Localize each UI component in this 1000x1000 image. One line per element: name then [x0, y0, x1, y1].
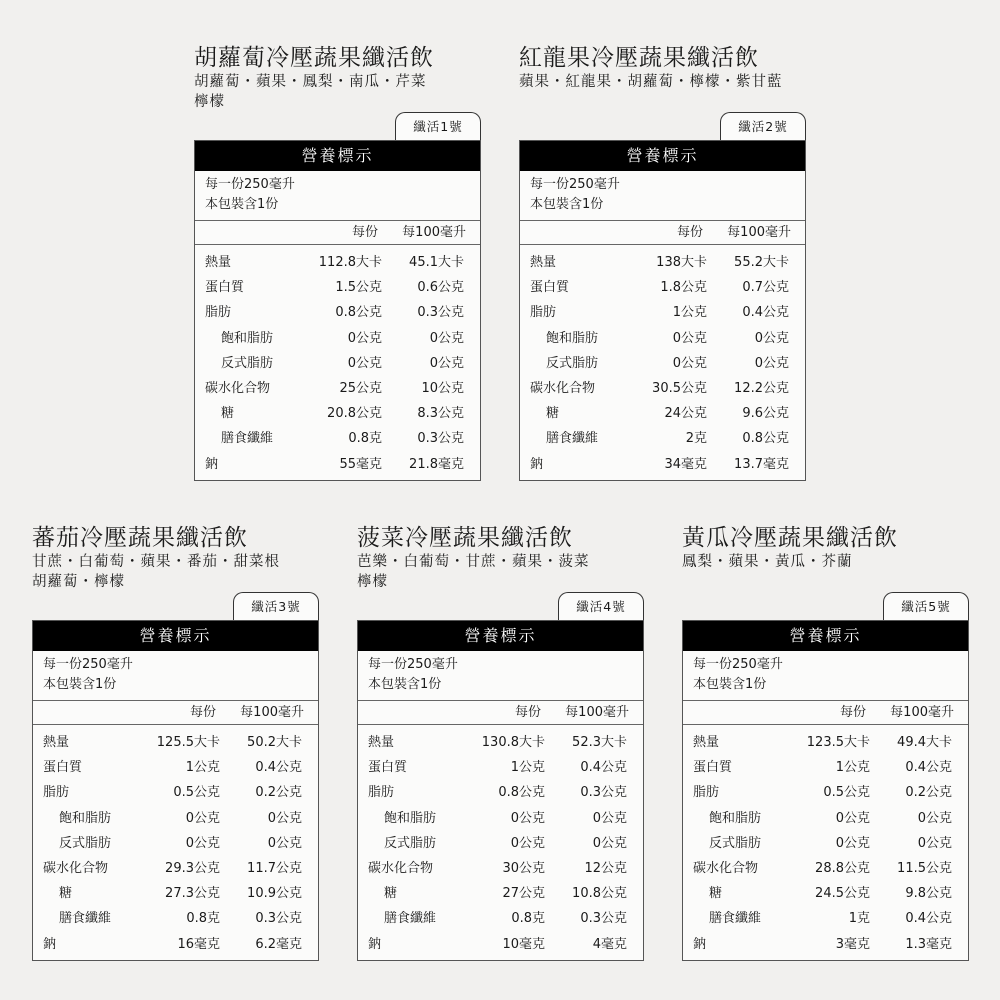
- nutrient-per-serving: 0公克: [185, 835, 220, 851]
- nutrient-rows: [358, 725, 643, 960]
- col-per-100ml: 每100毫升: [402, 225, 466, 240]
- col-per-serving: 每份: [676, 225, 703, 240]
- nutrient-name: 反式脂肪: [221, 355, 274, 371]
- nutrient-name: 飽和脂肪: [384, 810, 437, 826]
- product-tab: 纖活3號: [233, 592, 319, 620]
- col-per-serving: 每份: [351, 225, 378, 240]
- nutrient-per-serving: 27公克: [502, 886, 545, 902]
- nutrient-row: [358, 856, 643, 881]
- nutrient-row: [358, 755, 643, 780]
- col-per-serving: 每份: [189, 705, 216, 720]
- nutrient-name: 糖: [384, 886, 398, 902]
- nutrient-name: 鈉: [205, 456, 219, 472]
- product-ingredients: [357, 552, 644, 592]
- nutrient-per-serving: 0.8公克: [335, 305, 382, 321]
- nutrient-per-100ml: 0.4公克: [255, 760, 302, 776]
- nutrient-row: [358, 881, 643, 906]
- product-card-4: [357, 524, 644, 961]
- servings-per-pack: 本包裝含1份: [693, 677, 767, 692]
- nutrient-per-serving: 25公克: [339, 380, 382, 396]
- nutrient-name: 蛋白質: [43, 760, 83, 776]
- nutrient-name: 碳水化合物: [43, 860, 109, 876]
- nutrient-row: [520, 376, 805, 401]
- nutrient-per-serving: 29.3公克: [165, 860, 220, 876]
- nutrient-per-100ml: 0.7公克: [742, 280, 789, 296]
- nutrient-name: 蛋白質: [693, 760, 733, 776]
- nutrient-name: 膳食纖維: [59, 911, 112, 927]
- serving-size: 每一份250毫升: [205, 177, 295, 192]
- serving-info: [520, 171, 805, 221]
- tab-row: [682, 592, 969, 620]
- ingredients-line: 檸檬: [357, 574, 388, 590]
- nutrient-per-100ml: 4毫克: [592, 936, 627, 952]
- nutrient-row: [520, 275, 805, 300]
- nutrient-per-100ml: 0.4公克: [580, 760, 627, 776]
- nutrient-per-100ml: 0.3公克: [580, 785, 627, 801]
- serving-info: [358, 651, 643, 701]
- nutrient-per-serving: 0公克: [672, 330, 707, 346]
- nutrient-per-serving: 125.5大卡: [156, 735, 220, 750]
- col-per-100ml: 每100毫升: [565, 705, 629, 720]
- nutrient-per-100ml: 0.3公克: [417, 305, 464, 321]
- nutrient-per-100ml: 0公克: [267, 835, 302, 851]
- nutrient-name: 糖: [59, 886, 73, 902]
- nutrient-name: 脂肪: [368, 785, 395, 801]
- col-per-100ml: 每100毫升: [240, 705, 304, 720]
- product-tab: 纖活2號: [720, 112, 806, 140]
- nutrient-per-serving: 1公克: [510, 760, 545, 776]
- nutrient-row: [358, 932, 643, 957]
- nutrient-row: [358, 730, 643, 755]
- col-per-serving: 每份: [514, 705, 541, 720]
- nutrient-per-serving: 0公克: [510, 810, 545, 826]
- nutrient-per-serving: 28.8公克: [815, 860, 870, 876]
- nutrient-per-100ml: 0.8公克: [742, 431, 789, 447]
- nutrient-name: 反式脂肪: [384, 835, 437, 851]
- nutrient-per-serving: 24.5公克: [815, 886, 870, 902]
- nutrient-name: 糖: [709, 886, 723, 902]
- servings-per-pack: 本包裝含1份: [43, 677, 117, 692]
- nutrient-per-100ml: 0公克: [754, 330, 789, 346]
- nutrient-per-100ml: 0.4公克: [905, 760, 952, 776]
- nutrient-row: [195, 426, 480, 451]
- nutrient-per-serving: 130.8大卡: [481, 735, 545, 750]
- nutrient-per-100ml: 0公克: [754, 355, 789, 371]
- product-tab: 纖活1號: [395, 112, 481, 140]
- nutrient-per-100ml: 0公克: [429, 330, 464, 346]
- nutrient-per-serving: 0公克: [835, 810, 870, 826]
- nutrient-row: [520, 326, 805, 351]
- nutrition-label: [357, 620, 644, 961]
- nutrient-per-100ml: 0公克: [917, 810, 952, 826]
- nutrition-label-title: 營養標示: [683, 621, 968, 651]
- nutrient-row: [33, 780, 318, 805]
- nutrient-per-100ml: 45.1大卡: [409, 255, 464, 270]
- ingredients-line: 胡蘿蔔・蘋果・鳳梨・南瓜・芹菜: [194, 74, 427, 90]
- nutrient-row: [683, 831, 968, 856]
- servings-per-pack: 本包裝含1份: [205, 197, 279, 212]
- nutrient-per-serving: 0.8克: [511, 911, 545, 927]
- product-name: 紅龍果冷壓蔬果纖活飲: [519, 45, 759, 71]
- nutrient-per-serving: 0.8公克: [498, 785, 545, 801]
- product-name: 黃瓜冷壓蔬果纖活飲: [682, 525, 898, 551]
- nutrient-name: 膳食纖維: [221, 431, 274, 447]
- product-card-5: [682, 524, 969, 961]
- nutrient-row: [33, 730, 318, 755]
- nutrient-per-serving: 0.8克: [186, 911, 220, 927]
- nutrient-per-serving: 0公克: [835, 835, 870, 851]
- nutrient-per-serving: 30公克: [502, 860, 545, 876]
- nutrient-per-100ml: 13.7毫克: [734, 456, 789, 472]
- nutrient-row: [33, 831, 318, 856]
- serving-info: [33, 651, 318, 701]
- nutrient-row: [195, 351, 480, 376]
- nutrient-per-100ml: 0.3公克: [417, 431, 464, 447]
- nutrient-per-serving: 30.5公克: [652, 380, 707, 396]
- nutrient-per-100ml: 1.3毫克: [905, 936, 952, 952]
- nutrient-name: 膳食纖維: [546, 431, 599, 447]
- nutrient-per-100ml: 10公克: [421, 380, 464, 396]
- product-tab: 纖活4號: [558, 592, 644, 620]
- nutrient-per-serving: 34毫克: [664, 456, 707, 472]
- nutrient-per-100ml: 10.8公克: [572, 886, 627, 902]
- nutrient-per-serving: 20.8公克: [327, 406, 382, 422]
- nutrient-name: 脂肪: [693, 785, 720, 801]
- nutrient-name: 膳食纖維: [709, 911, 762, 927]
- nutrient-per-serving: 16毫克: [177, 936, 220, 952]
- nutrient-row: [683, 780, 968, 805]
- nutrient-per-100ml: 0.4公克: [742, 305, 789, 321]
- nutrient-row: [33, 932, 318, 957]
- serving-size: 每一份250毫升: [693, 657, 783, 672]
- ingredients-line: 甘蔗・白葡萄・蘋果・番茄・甜菜根: [32, 554, 280, 570]
- product-card-3: [32, 524, 319, 961]
- col-per-100ml: 每100毫升: [727, 225, 791, 240]
- nutrient-row: [683, 932, 968, 957]
- nutrient-per-serving: 10毫克: [502, 936, 545, 952]
- serving-info: [683, 651, 968, 701]
- tab-row: [194, 112, 481, 140]
- ingredients-line: 胡蘿蔔・檸檬: [32, 574, 125, 590]
- nutrient-per-serving: 0.8克: [348, 431, 382, 447]
- nutrient-row: [683, 856, 968, 881]
- nutrient-per-100ml: 12.2公克: [734, 380, 789, 396]
- nutrient-row: [195, 326, 480, 351]
- nutrient-per-100ml: 0.4公克: [905, 911, 952, 927]
- nutrient-per-serving: 0.5公克: [823, 785, 870, 801]
- nutrient-per-100ml: 9.8公克: [905, 886, 952, 902]
- nutrient-row: [195, 452, 480, 477]
- nutrient-name: 熱量: [43, 735, 70, 750]
- nutrient-name: 糖: [221, 406, 235, 422]
- product-name: 蕃茄冷壓蔬果纖活飲: [32, 525, 248, 551]
- nutrient-rows: [683, 725, 968, 960]
- column-headers: [195, 221, 480, 245]
- nutrition-label: [519, 140, 806, 481]
- nutrient-per-serving: 0公克: [510, 835, 545, 851]
- nutrient-rows: [195, 245, 480, 480]
- product-tab: 纖活5號: [883, 592, 969, 620]
- nutrient-per-100ml: 50.2大卡: [247, 735, 302, 750]
- nutrient-per-serving: 1.5公克: [335, 280, 382, 296]
- tab-row: [519, 112, 806, 140]
- nutrient-per-100ml: 11.5公克: [897, 860, 952, 876]
- nutrient-per-100ml: 0公克: [917, 835, 952, 851]
- nutrient-name: 鈉: [43, 936, 57, 952]
- col-per-100ml: 每100毫升: [890, 705, 954, 720]
- nutrient-name: 碳水化合物: [368, 860, 434, 876]
- nutrient-name: 熱量: [693, 735, 720, 750]
- nutrient-per-100ml: 0.6公克: [417, 280, 464, 296]
- nutrient-per-serving: 24公克: [664, 406, 707, 422]
- nutrient-name: 飽和脂肪: [221, 330, 274, 346]
- nutrient-per-100ml: 8.3公克: [417, 406, 464, 422]
- nutrition-label: [682, 620, 969, 961]
- nutrient-per-serving: 55毫克: [339, 456, 382, 472]
- nutrient-row: [33, 755, 318, 780]
- servings-per-pack: 本包裝含1份: [530, 197, 604, 212]
- nutrient-name: 飽和脂肪: [546, 330, 599, 346]
- nutrient-per-serving: 1克: [848, 911, 870, 927]
- servings-per-pack: 本包裝含1份: [368, 677, 442, 692]
- col-per-serving: 每份: [839, 705, 866, 720]
- product-card-2: [519, 44, 806, 481]
- nutrient-per-100ml: 49.4大卡: [897, 735, 952, 750]
- nutrient-name: 脂肪: [205, 305, 232, 321]
- nutrient-per-serving: 1公克: [835, 760, 870, 776]
- nutrient-name: 蛋白質: [368, 760, 408, 776]
- tab-row: [32, 592, 319, 620]
- serving-size: 每一份250毫升: [368, 657, 458, 672]
- nutrient-per-serving: 0公克: [347, 355, 382, 371]
- nutrient-name: 脂肪: [43, 785, 70, 801]
- nutrient-name: 飽和脂肪: [709, 810, 762, 826]
- nutrient-per-serving: 2克: [685, 431, 707, 447]
- nutrient-row: [33, 881, 318, 906]
- nutrient-per-serving: 112.8大卡: [318, 255, 382, 270]
- nutrient-per-serving: 123.5大卡: [806, 735, 870, 750]
- nutrition-label: [194, 140, 481, 481]
- nutrient-name: 熱量: [530, 255, 557, 270]
- nutrient-row: [195, 401, 480, 426]
- nutrient-per-100ml: 0公克: [429, 355, 464, 371]
- nutrient-per-100ml: 55.2大卡: [734, 255, 789, 270]
- nutrient-name: 熱量: [368, 735, 395, 750]
- nutrient-name: 鈉: [530, 456, 544, 472]
- nutrient-row: [520, 250, 805, 275]
- nutrient-row: [358, 906, 643, 931]
- product-ingredients: [519, 72, 806, 112]
- nutrient-per-100ml: 11.7公克: [247, 860, 302, 876]
- column-headers: [683, 701, 968, 725]
- nutrient-per-serving: 0公克: [672, 355, 707, 371]
- nutrient-row: [195, 300, 480, 325]
- nutrient-per-serving: 0.5公克: [173, 785, 220, 801]
- nutrient-row: [520, 401, 805, 426]
- nutrient-name: 蛋白質: [530, 280, 570, 296]
- nutrient-per-100ml: 0公克: [267, 810, 302, 826]
- nutrient-row: [195, 250, 480, 275]
- nutrient-rows: [520, 245, 805, 480]
- nutrient-name: 反式脂肪: [546, 355, 599, 371]
- nutrient-row: [683, 906, 968, 931]
- nutrient-name: 碳水化合物: [530, 380, 596, 396]
- nutrition-label-title: 營養標示: [520, 141, 805, 171]
- nutrient-name: 糖: [546, 406, 560, 422]
- nutrient-row: [683, 881, 968, 906]
- nutrient-row: [33, 806, 318, 831]
- nutrient-row: [520, 351, 805, 376]
- nutrient-row: [520, 300, 805, 325]
- product-ingredients: [194, 72, 481, 112]
- nutrition-label-title: 營養標示: [358, 621, 643, 651]
- nutrient-per-100ml: 10.9公克: [247, 886, 302, 902]
- nutrient-name: 脂肪: [530, 305, 557, 321]
- tab-row: [357, 592, 644, 620]
- ingredients-line: 鳳梨・蘋果・黃瓜・芥蘭: [682, 554, 853, 570]
- column-headers: [520, 221, 805, 245]
- nutrient-per-serving: 1公克: [672, 305, 707, 321]
- product-ingredients: [32, 552, 319, 592]
- nutrient-per-100ml: 0.3公克: [255, 911, 302, 927]
- nutrient-row: [358, 806, 643, 831]
- nutrient-name: 碳水化合物: [205, 380, 271, 396]
- nutrient-name: 反式脂肪: [709, 835, 762, 851]
- column-headers: [33, 701, 318, 725]
- nutrient-per-serving: 0公克: [185, 810, 220, 826]
- nutrition-label-title: 營養標示: [33, 621, 318, 651]
- nutrient-per-serving: 138大卡: [656, 255, 707, 270]
- nutrient-row: [683, 755, 968, 780]
- nutrient-per-100ml: 52.3大卡: [572, 735, 627, 750]
- product-ingredients: [682, 552, 969, 592]
- nutrient-row: [520, 426, 805, 451]
- nutrient-rows: [33, 725, 318, 960]
- ingredients-line: 蘋果・紅龍果・胡蘿蔔・檸檬・紫甘藍: [519, 74, 783, 90]
- nutrient-per-serving: 0公克: [347, 330, 382, 346]
- nutrient-per-serving: 1.8公克: [660, 280, 707, 296]
- serving-size: 每一份250毫升: [43, 657, 133, 672]
- product-name: 菠菜冷壓蔬果纖活飲: [357, 525, 573, 551]
- product-name: 胡蘿蔔冷壓蔬果纖活飲: [194, 45, 434, 71]
- nutrient-per-100ml: 0.2公克: [905, 785, 952, 801]
- column-headers: [358, 701, 643, 725]
- nutrient-name: 蛋白質: [205, 280, 245, 296]
- nutrient-name: 鈉: [693, 936, 707, 952]
- product-card-1: [194, 44, 481, 481]
- ingredients-line: 芭樂・白葡萄・甘蔗・蘋果・菠菜: [357, 554, 590, 570]
- nutrition-label: [32, 620, 319, 961]
- nutrient-per-100ml: 0公克: [592, 810, 627, 826]
- nutrient-per-100ml: 12公克: [584, 860, 627, 876]
- nutrient-per-serving: 3毫克: [835, 936, 870, 952]
- nutrient-row: [683, 806, 968, 831]
- nutrient-name: 膳食纖維: [384, 911, 437, 927]
- nutrient-row: [33, 856, 318, 881]
- nutrient-per-100ml: 0.2公克: [255, 785, 302, 801]
- nutrient-per-serving: 1公克: [185, 760, 220, 776]
- nutrient-name: 碳水化合物: [693, 860, 759, 876]
- serving-info: [195, 171, 480, 221]
- nutrient-row: [358, 831, 643, 856]
- nutrient-per-100ml: 0公克: [592, 835, 627, 851]
- serving-size: 每一份250毫升: [530, 177, 620, 192]
- nutrient-per-100ml: 21.8毫克: [409, 456, 464, 472]
- nutrition-label-title: 營養標示: [195, 141, 480, 171]
- nutrient-per-100ml: 0.3公克: [580, 911, 627, 927]
- ingredients-line: 檸檬: [194, 94, 225, 110]
- nutrient-name: 熱量: [205, 255, 232, 270]
- nutrient-per-100ml: 9.6公克: [742, 406, 789, 422]
- nutrient-name: 反式脂肪: [59, 835, 112, 851]
- nutrient-row: [520, 452, 805, 477]
- nutrient-row: [358, 780, 643, 805]
- nutrient-row: [195, 275, 480, 300]
- nutrient-per-100ml: 6.2毫克: [255, 936, 302, 952]
- nutrient-row: [33, 906, 318, 931]
- nutrient-name: 飽和脂肪: [59, 810, 112, 826]
- nutrient-name: 鈉: [368, 936, 382, 952]
- nutrient-row: [195, 376, 480, 401]
- nutrient-row: [683, 730, 968, 755]
- nutrient-per-serving: 27.3公克: [165, 886, 220, 902]
